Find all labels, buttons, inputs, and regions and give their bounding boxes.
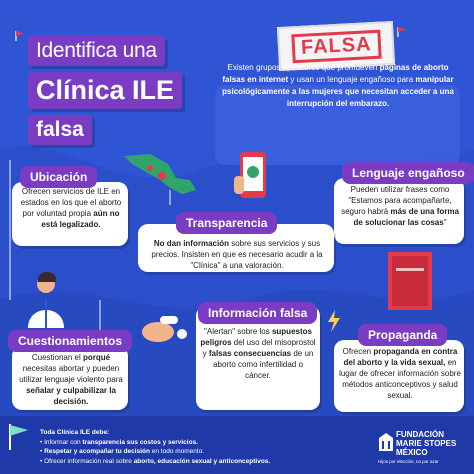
foundation-logo <box>378 430 456 464</box>
doctor-icon <box>16 270 78 330</box>
title-line-3: falsa <box>28 115 92 145</box>
text-part: • Informar con <box>40 438 83 446</box>
title-line-1: Identifica una <box>28 36 165 66</box>
card-propaganda-title: Propaganda <box>358 324 447 346</box>
intro-bold: manipular psicológicamente a las mujeres que necesitan acceder a una interrupción del embarazo. <box>222 75 454 108</box>
footer-item <box>40 447 370 457</box>
footer-heading: Toda Clínica ILE debe: <box>40 429 110 436</box>
text-part: Pueden utilizar frases como "Estamos para acompañarte, seguro habrá <box>341 185 452 216</box>
map-icon <box>120 150 200 200</box>
logo-line-1: FUNDACIÓN <box>396 430 444 439</box>
footer-text <box>40 428 370 466</box>
text-part: Ofrecen servicios de ILE en estados en los que el aborto por voluntad propia <box>20 187 122 218</box>
footer-item <box>40 457 370 467</box>
text-part: necesitas abortar y pueden utilizar lenguaje violento para <box>19 364 123 384</box>
text-bold: propaganda en contra del aborto y la vida sexual, <box>343 347 458 367</box>
text-bold: falsas consecuencias <box>208 349 292 358</box>
falsa-stamp: FALSA <box>291 30 381 64</box>
title-block <box>28 36 182 145</box>
text-bold: transparencia sus costos y servicios. <box>82 438 198 446</box>
text-bold: señalar y culpabilizar la decisión. <box>26 386 116 406</box>
card-propaganda-body <box>338 346 462 401</box>
intro-bold: páginas de aborto falsas en internet <box>222 63 449 84</box>
text-bold: No dan información <box>153 239 229 248</box>
pills-icon <box>138 310 194 350</box>
lightning-icon <box>326 310 342 332</box>
text-part: Cuestionan el <box>31 353 84 362</box>
flag-icon <box>396 26 408 38</box>
text-part: sobre sus servicios y sus precios. Insisten en que es necesario acudir a la "Clínica" a una valoración. <box>151 239 323 270</box>
card-ubicacion-body <box>16 186 126 230</box>
card-cuestionamientos-body <box>16 352 126 407</box>
text-part: " <box>443 218 447 227</box>
text-part: "Alertan" sobre los <box>204 327 272 336</box>
text-bold: supuestos peligros <box>200 327 312 347</box>
text-part: en todo momento. <box>149 448 205 455</box>
card-transparencia-title: Transparencia <box>176 212 277 234</box>
text-bold: más de una forma de solucionar las cosas <box>353 207 459 227</box>
text-bold: aborto, educación sexual y anticonceptivos. <box>133 457 271 465</box>
text-part: del uso del misoprostol y <box>202 338 316 358</box>
title-line-2: Clínica ILE <box>28 72 182 109</box>
text-part: • Ofrecer información real sobre <box>40 457 134 465</box>
text-part: • <box>40 448 45 455</box>
text-part: en lugar de ofrecer información sobre métodos anticonceptivos y salud sexual. <box>339 358 461 400</box>
logo-line-3: MÉXICO <box>396 448 428 457</box>
flag-icon <box>6 422 32 452</box>
intro-part: Existen grupos opositores que promueven <box>227 63 380 72</box>
logo-line-2: MARIE STOPES <box>396 439 457 448</box>
text-bold: Respetar y acompañar tu decisión <box>44 448 150 455</box>
card-cuestionamientos-title: Cuestionamientos <box>8 330 132 352</box>
text-part: Ofrecen <box>342 347 374 356</box>
intro-part: y usan un lenguaje engañoso para <box>288 75 416 84</box>
card-informacion-title: Información falsa <box>198 302 317 324</box>
logo-tagline: Hijos por elección, no por azar <box>378 459 439 464</box>
footer-item <box>40 438 370 448</box>
card-lenguaje-title: Lenguaje engañoso <box>342 162 474 184</box>
book-icon <box>382 248 438 316</box>
text-bold: aún no está legalizado. <box>41 209 120 229</box>
intro-text <box>222 62 454 110</box>
card-lenguaje-body <box>338 184 462 228</box>
flag-icon <box>14 30 26 42</box>
card-informacion-body <box>200 326 316 381</box>
text-bold: porqué <box>83 353 111 362</box>
text-part: de un aborto como infertilidad o cáncer. <box>213 349 314 380</box>
card-ubicacion-title: Ubicación <box>20 166 97 188</box>
phone-icon <box>232 150 272 202</box>
card-transparencia-body <box>142 238 332 271</box>
